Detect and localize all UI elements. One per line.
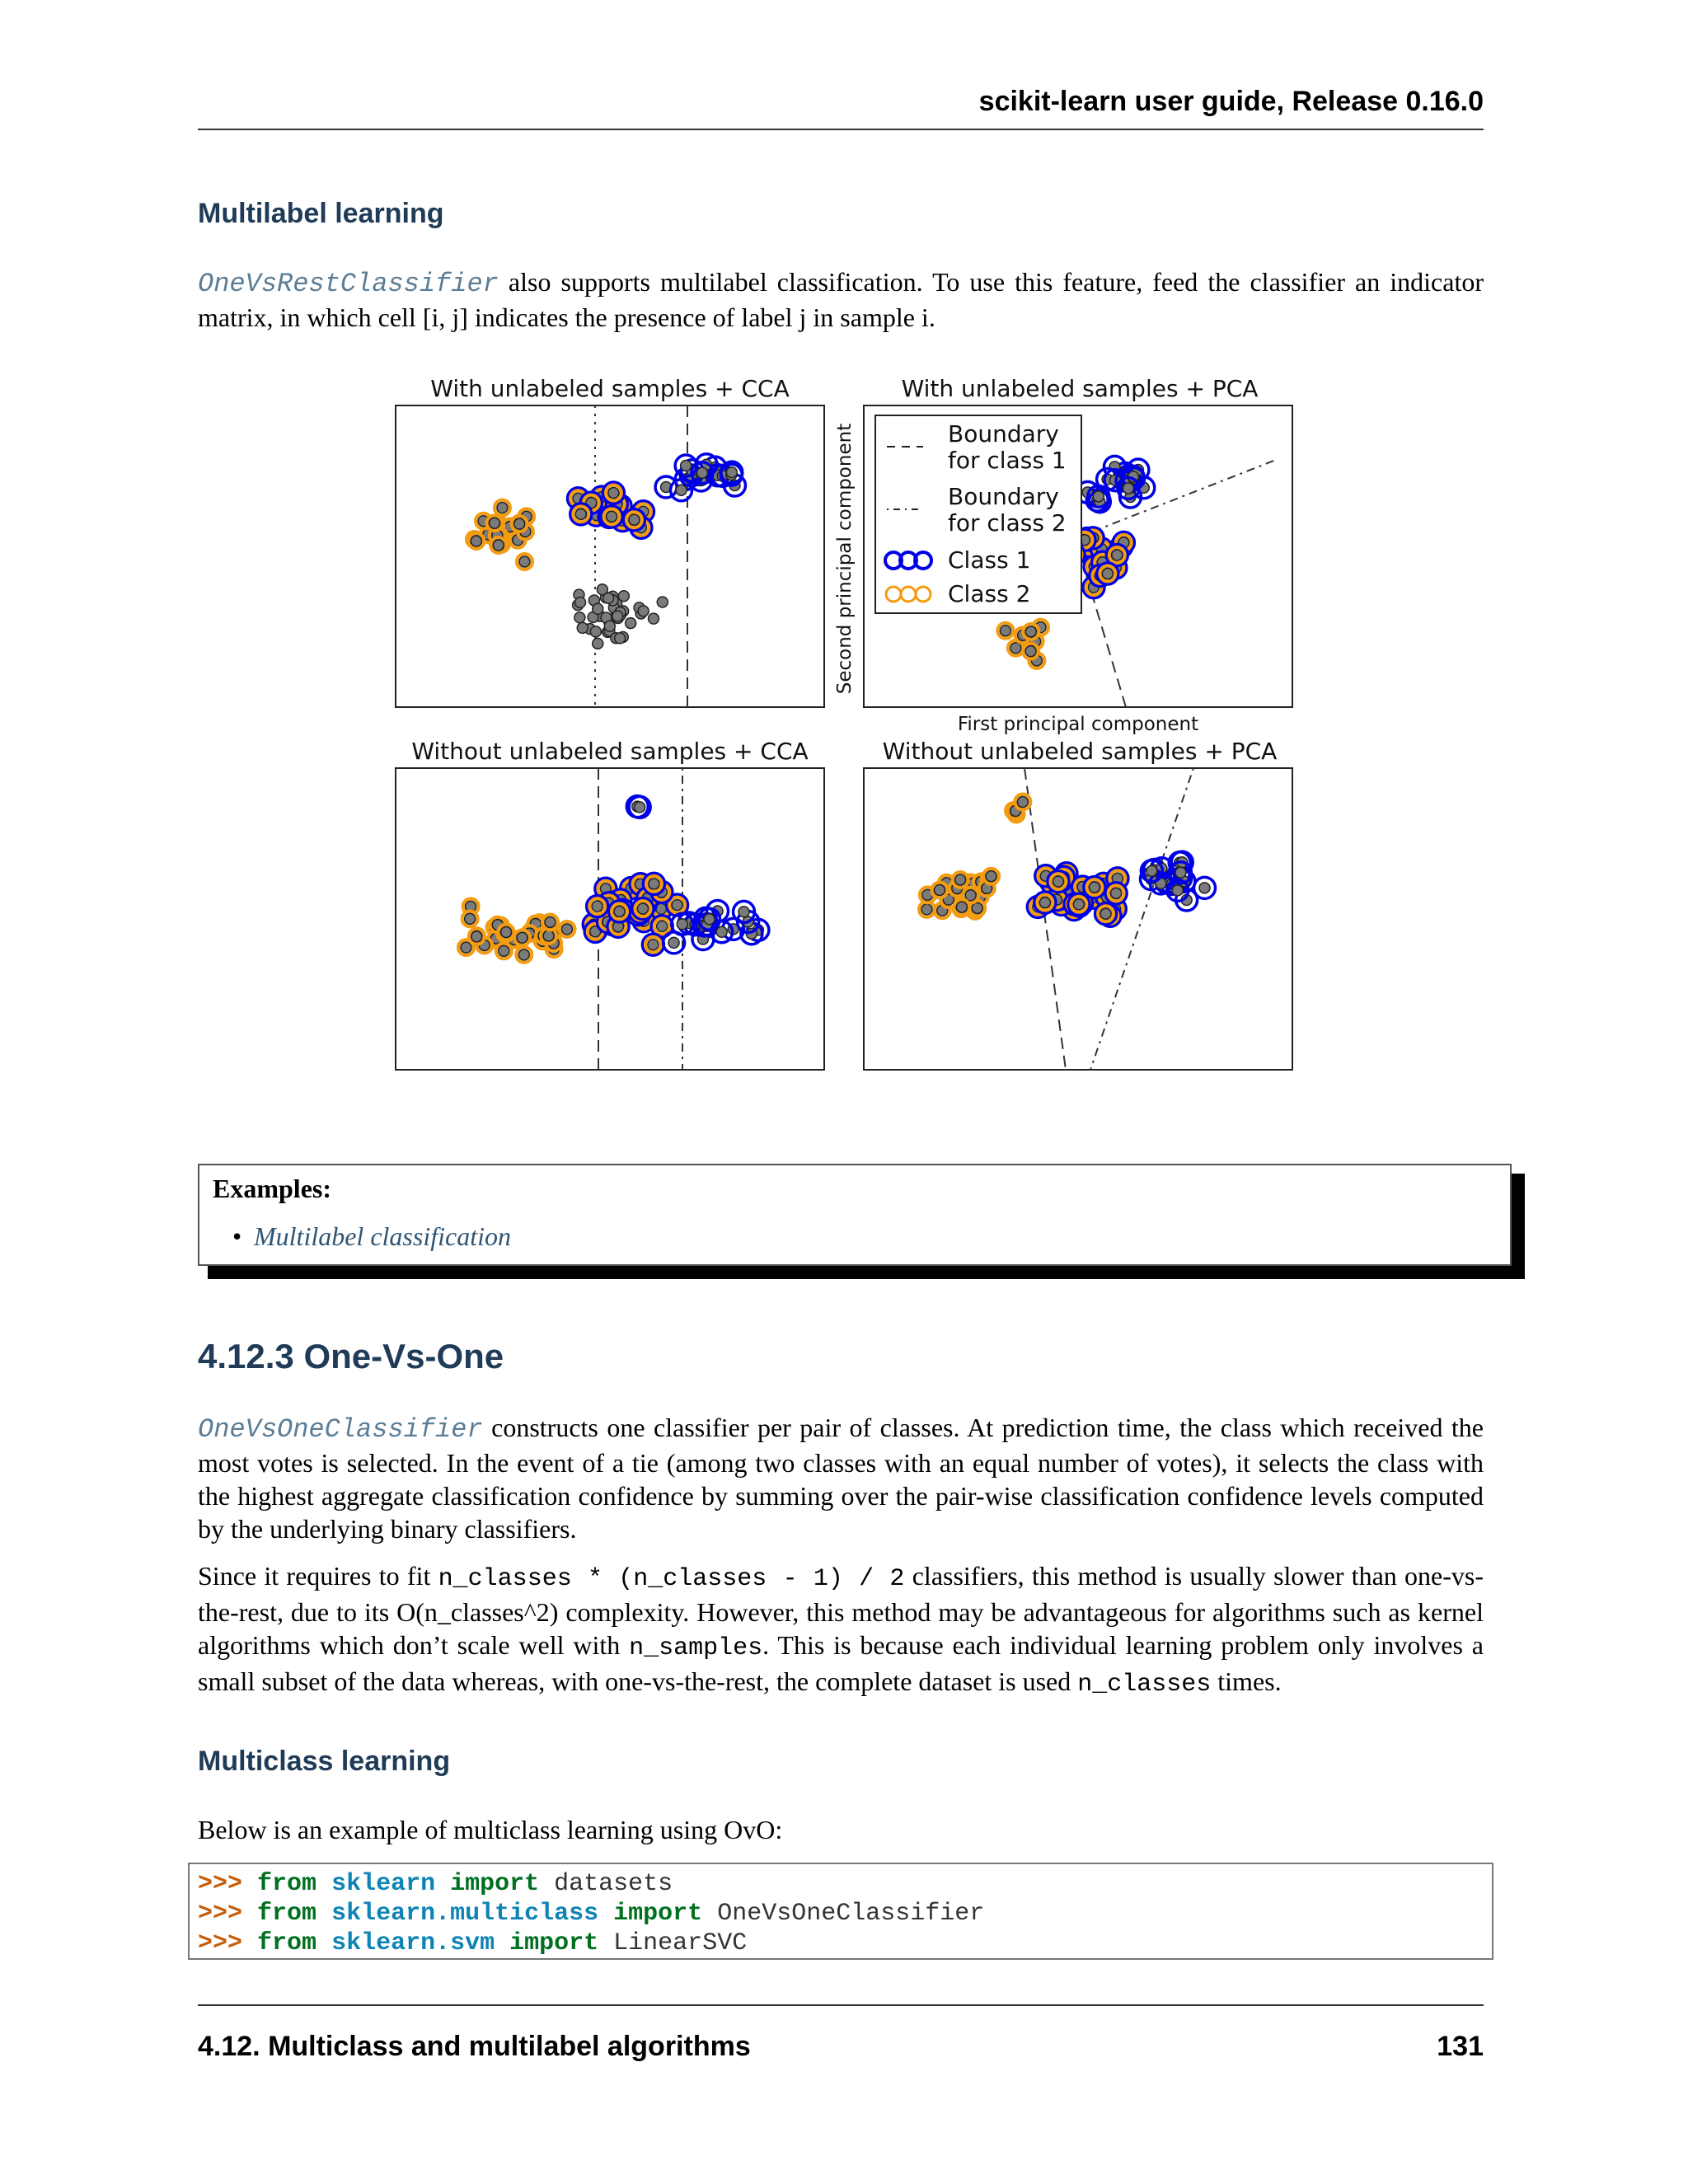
labeled-point <box>1034 892 1056 913</box>
labeled-point <box>1097 563 1118 584</box>
labeled-point <box>1068 893 1090 915</box>
unlabeled-point <box>657 597 668 607</box>
ovo-p2-code1: n_classes * (n_classes - 1) / 2 <box>438 1565 905 1593</box>
labeled-point <box>1023 644 1039 659</box>
labeled-point <box>490 537 506 553</box>
examples-link-multilabel[interactable] <box>232 1221 511 1252</box>
unlabeled-point <box>626 618 636 629</box>
unlabeled-point <box>604 621 615 631</box>
x-axis-label: First principal component <box>957 714 1199 735</box>
labeled-point <box>1048 871 1069 893</box>
labeled-point <box>499 925 514 940</box>
legend-boundary1-line2: for class 1 <box>948 447 1067 474</box>
labeled-point <box>623 509 645 531</box>
labeled-point <box>997 623 1013 639</box>
multiclass-paragraph: Below is an example of multiclass learning using OvO: <box>198 1815 783 1844</box>
y-axis-label: Second principal component <box>834 423 856 695</box>
examples-link-text[interactable]: Multilabel classification <box>254 1221 511 1251</box>
page-number: 131 <box>1437 2031 1484 2062</box>
panel-title-1: With unlabeled samples + CCA <box>430 375 790 402</box>
ovo-heading: 4.12.3 One-Vs-One <box>198 1337 504 1376</box>
legend-class1: Class 1 <box>948 546 1031 574</box>
labeled-point <box>1023 624 1039 640</box>
unlabeled-point <box>638 606 649 616</box>
labeled-point <box>609 901 631 922</box>
labeled-point <box>931 882 947 898</box>
labeled-point <box>570 504 592 525</box>
legend-boundary1-line1: Boundary <box>948 420 1059 448</box>
panel-title-4: Without unlabeled samples + PCA <box>882 738 1278 765</box>
multilabel-text: also supports multilabel classification. To use this feature, feed the classifier an indicator matrix, in which cell [i, j] indicates the presence of label j in sample i. <box>198 267 1484 332</box>
labeled-point <box>486 515 502 531</box>
labeled-point <box>542 914 558 930</box>
ovo-p2-a: Since it requires to fit <box>198 1561 438 1591</box>
unlabeled-point <box>574 612 585 623</box>
ovo-p2-d: times. <box>1211 1666 1282 1696</box>
labeled-point <box>983 869 999 884</box>
onevsrest-link[interactable]: OneVsRestClassifier <box>198 269 499 299</box>
legend-boundary2-line1: Boundary <box>948 483 1059 510</box>
labeled-point <box>514 930 530 945</box>
panel-title-3: Without unlabeled samples + CCA <box>411 738 809 765</box>
unlabeled-point <box>575 597 586 607</box>
footer-section: 4.12. Multiclass and multilabel algorithms <box>198 2031 751 2062</box>
legend <box>875 415 1081 613</box>
labeled-point <box>462 911 478 926</box>
labeled-point <box>469 929 485 944</box>
labeled-point <box>953 872 968 888</box>
ovo-p2-c: . This is because each individual learning problem only involves a small subset of the data whereas, with one-vs-the-rest, the complete dataset is used <box>198 1630 1484 1696</box>
code-line-1: >>> from sklearn import datasets <box>198 1870 673 1898</box>
multilabel-heading: Multilabel learning <box>198 198 444 229</box>
unlabeled-point <box>649 613 659 624</box>
panel-title-2: With unlabeled samples + PCA <box>901 375 1259 402</box>
unlabeled-point <box>577 622 588 633</box>
labeled-point <box>496 943 512 958</box>
footer-rule <box>198 2004 1484 2006</box>
examples-title: Examples: <box>213 1174 331 1203</box>
ovo-p2-code2: n_samples <box>629 1634 763 1662</box>
multilabel-paragraph <box>198 265 1484 334</box>
labeled-point <box>1084 877 1105 898</box>
panel-frame-1 <box>396 405 824 707</box>
unlabeled-point <box>597 584 607 595</box>
labeled-point <box>468 533 484 549</box>
figure-svg <box>394 369 1301 1086</box>
unlabeled-point <box>612 611 623 621</box>
labeled-point <box>495 500 510 516</box>
unlabeled-point <box>618 591 629 602</box>
labeled-point <box>601 506 622 527</box>
legend-boundary2-line2: for class 2 <box>948 509 1067 537</box>
ovo-paragraph-1 <box>198 1411 1484 1545</box>
labeled-point <box>603 482 624 504</box>
header-rule <box>198 129 1484 130</box>
code-line-2: >>> from sklearn.multiclass import OneVsOneClassifier <box>198 1900 985 1928</box>
ovo-p2-b: classifiers, this method is usually slower than one-vs-the-rest, due to its O(n_classes^2) complexity. However, this method may be advantageous for algorithms such as kernel algorithms which don’t scale well with <box>198 1561 1484 1660</box>
labeled-point <box>517 554 532 569</box>
labeled-point <box>587 896 608 917</box>
examples-box <box>198 1164 1512 1266</box>
onevsone-link[interactable]: OneVsOneClassifier <box>198 1414 483 1445</box>
ovo-paragraph-2 <box>198 1559 1484 1701</box>
unlabeled-point <box>593 638 603 649</box>
boundary-class1-p4 <box>1025 768 1066 1070</box>
labeled-point <box>1105 883 1127 904</box>
multiclass-heading: Multiclass learning <box>198 1746 451 1777</box>
unlabeled-point <box>593 603 603 614</box>
labeled-point <box>655 476 677 498</box>
labeled-point <box>1194 877 1216 898</box>
labeled-point <box>643 873 664 894</box>
ovo-p2-code3: n_classes <box>1077 1671 1212 1699</box>
unlabeled-point <box>615 633 626 644</box>
labeled-point <box>516 947 532 963</box>
labeled-point <box>642 934 663 955</box>
legend-class2: Class 2 <box>948 580 1031 607</box>
running-header: scikit-learn user guide, Release 0.16.0 <box>978 86 1484 117</box>
multilabel-figure <box>394 369 1301 1086</box>
code-line-3: >>> from sklearn.svm import LinearSVC <box>198 1929 748 1957</box>
unlabeled-point <box>590 626 601 637</box>
labeled-point <box>954 899 969 915</box>
bullet: • <box>232 1221 242 1251</box>
ovo-p1-text: constructs one classifier per pair of classes. At prediction time, the class which received the most votes is selected. In the event of a tie (among two classes with an equal number of votes), it selects the class with the highest aggregate classification confidence by summing over the pair-wise classification confidence levels computed by the underlying binary classifiers. <box>198 1413 1484 1544</box>
labeled-point <box>632 898 654 920</box>
labeled-point <box>1015 794 1030 810</box>
labeled-point <box>1095 903 1117 925</box>
labeled-point <box>512 516 528 532</box>
code-block <box>188 1863 1493 1960</box>
